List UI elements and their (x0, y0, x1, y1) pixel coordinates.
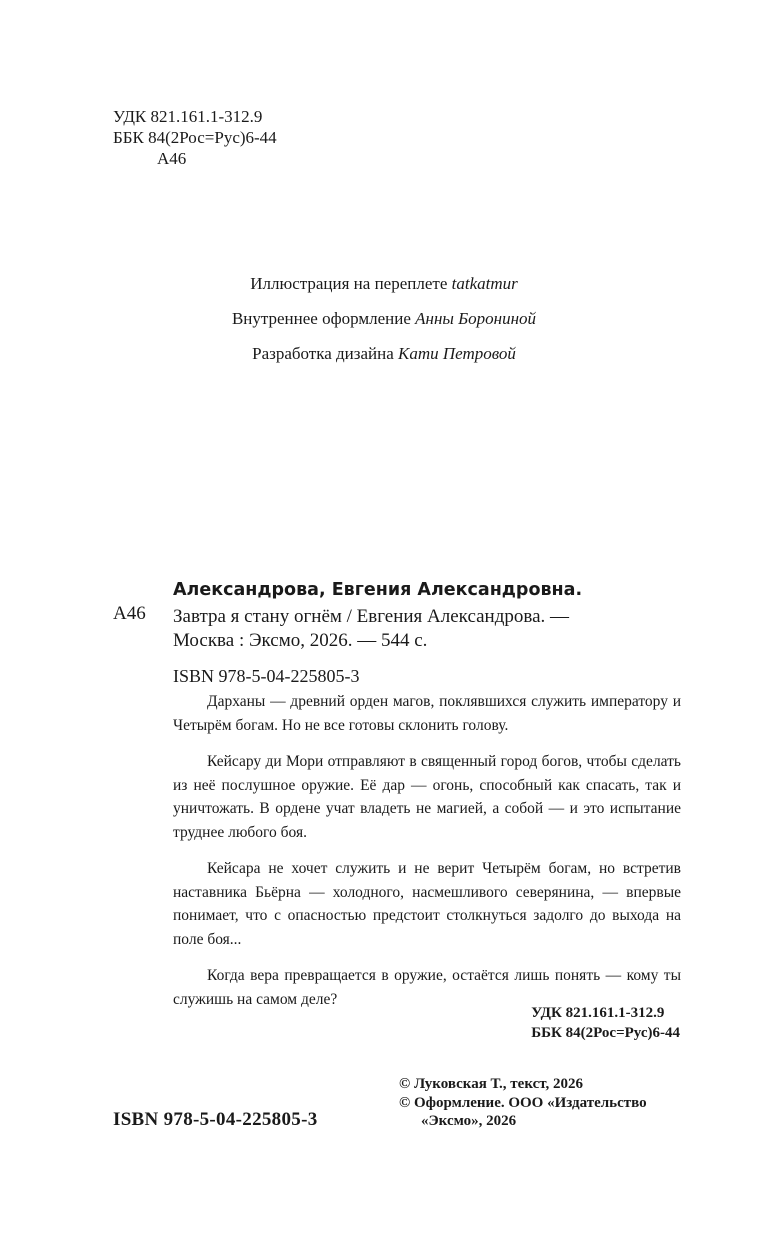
isbn: ISBN 978-5-04-225805-3 (173, 666, 360, 686)
udk-code: УДК 821.161.1-312.9 (113, 107, 263, 126)
author-heading: Александрова, Евгения Александровна. (173, 580, 583, 600)
annotation (173, 690, 681, 1024)
annotation-paragraph: Кейсару ди Мори отправляют в священный город богов, чтобы сделать из неё послушное оружие. Её дар — огонь, способный как спасать, так и уничтожать. В ордене учат владеть не магией, а собой — и это испытание труднее любого боя. (173, 753, 681, 841)
copyright-design: © Оформление. ООО «Издательство (399, 1094, 647, 1111)
classification-bottom (531, 1003, 680, 1043)
title-statement (173, 605, 681, 653)
title-line-2: Москва : Эксмо, 2026. — 544 с. (173, 630, 428, 651)
author-mark: А46 (157, 149, 187, 168)
credit-interior-design: Внутреннее оформление Анны Борониной (231, 309, 537, 328)
credits (0, 272, 768, 377)
annotation-paragraph: Кейсара не хочет служить и не верит Четырём богам, но встретив наставника Бьёрна — холодного, насмешливого северянина, — впервые понимает, что с опасностью предстоит столкнуться задолго до выхода на поле боя... (173, 860, 681, 948)
copyright-design-cont: «Эксмо», 2026 (421, 1113, 517, 1129)
classification-block (113, 106, 277, 169)
credit-design-name: Кати Петровой (398, 344, 516, 363)
bbk-code: ББК 84(2Рос=Рус)6-44 (113, 128, 277, 147)
udk-code-bottom: УДК 821.161.1-312.9 (531, 1005, 665, 1021)
side-author-mark: А46 (113, 603, 146, 624)
credit-illustration: Иллюстрация на переплете tatkatmur (250, 274, 518, 293)
title-line-1: Завтра я стану огнём / Евгения Александрова. — (173, 606, 570, 627)
credit-illustration-name: tatkatmur (451, 274, 518, 293)
copyright-block (399, 1075, 699, 1131)
copyright-text: © Луковская Т., текст, 2026 (399, 1076, 583, 1092)
annotation-paragraph: Когда вера превращается в оружие, остаётся лишь понять — кому ты служишь на самом деле? (173, 967, 681, 1008)
isbn-bottom: ISBN 978-5-04-225805-3 (113, 1109, 318, 1130)
bibliographic-record (173, 578, 681, 687)
annotation-paragraph: Дарханы — древний орден магов, поклявшихся служить императору и Четырём богам. Но не все готовы склонить голову. (173, 693, 681, 734)
credit-design-development: Разработка дизайна Кати Петровой (252, 344, 516, 363)
bbk-code-bottom: ББК 84(2Рос=Рус)6-44 (531, 1025, 680, 1041)
credit-interior-name: Анны Борониной (415, 309, 537, 328)
